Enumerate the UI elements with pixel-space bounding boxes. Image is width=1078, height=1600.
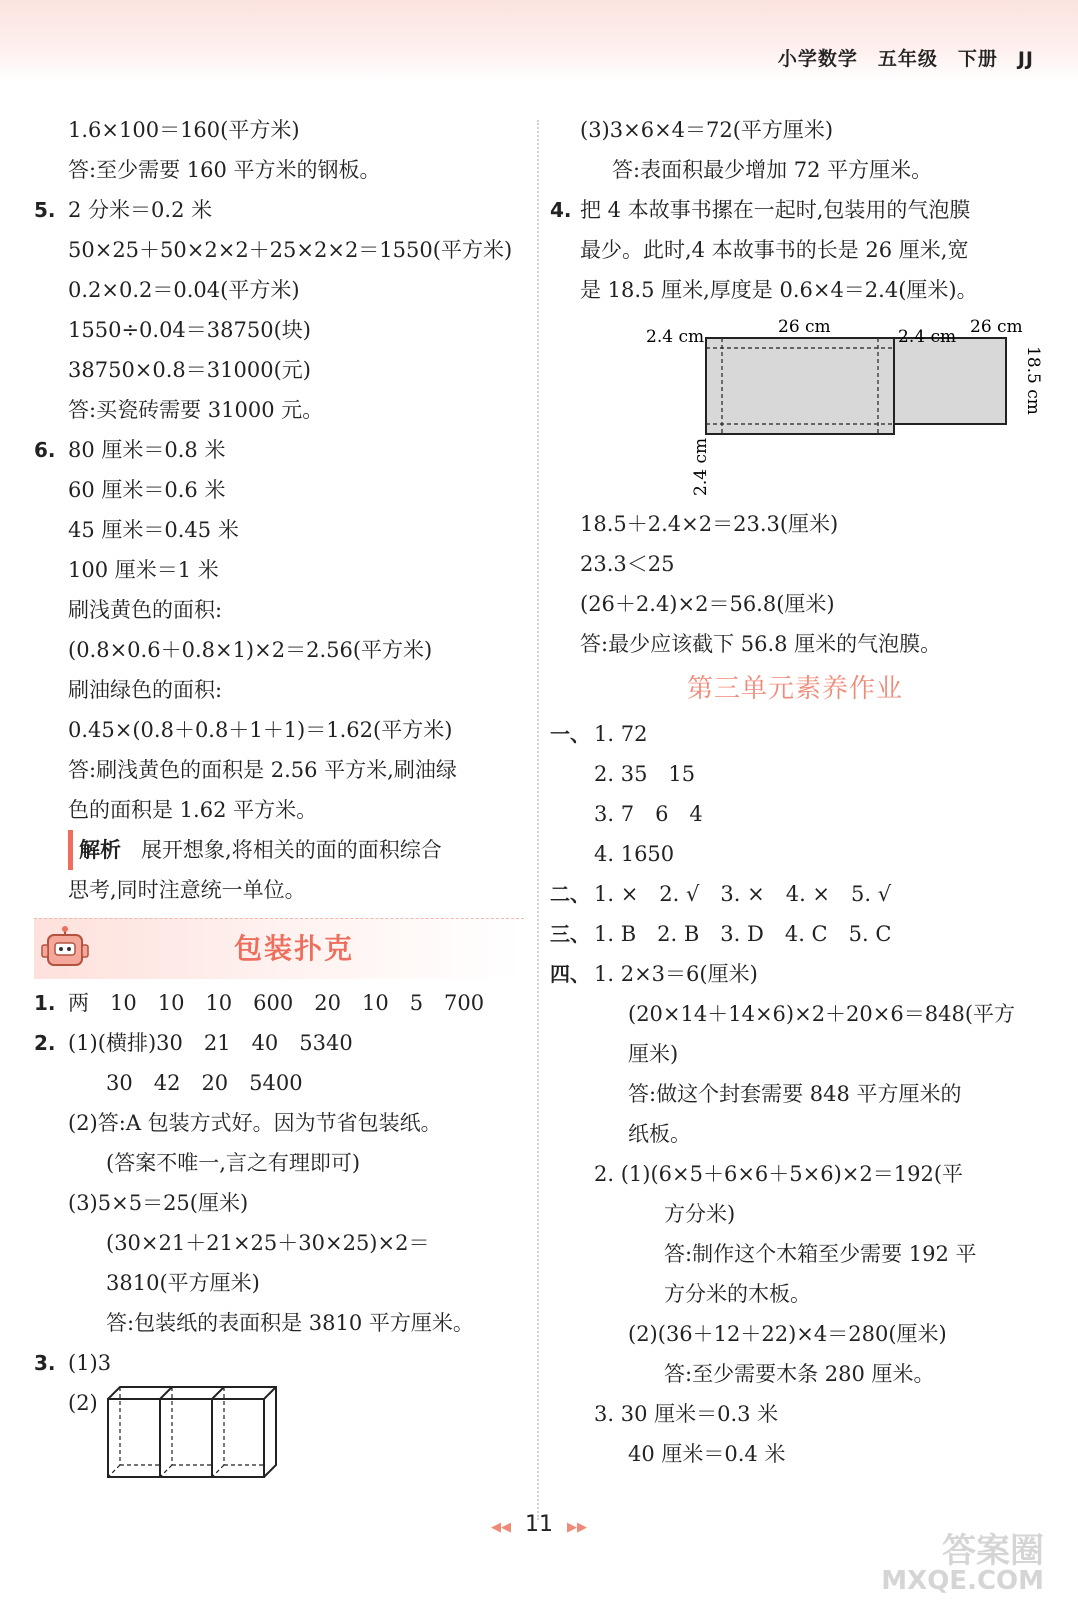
answer-line: (2)答:A 包装方式好。因为节省包装纸。 [68,1111,442,1135]
answer-line: 答:刷浅黄色的面积是 2.56 平方米,刷油绿 [68,758,457,782]
answer-text: 80 厘米＝0.8 米 [68,438,226,462]
header-subject: 小学数学 [777,48,858,70]
answer-text: 1. B 2. B 3. D 4. C 5. C [594,922,892,946]
answer-line: (30×21＋21×25＋30×25)×2＝ [106,1231,430,1255]
column-divider [537,120,539,1520]
answer-line: 18.5＋2.4×2＝23.3(厘米) [580,512,839,536]
section-marker: 二、 [550,882,590,906]
answer-line: 纸板。 [628,1122,691,1146]
watermark-line1: 答案圈 [942,1531,1044,1571]
diagram-label: 2.4 cm [646,327,705,347]
header-edition: JJ [1017,48,1034,70]
answer-line: 30 42 20 5400 [106,1071,303,1095]
answer-line: 2. 35 15 [594,762,696,786]
analysis-line: 思考,同时注意统一单位。 [68,878,306,902]
answer-line: 厘米) [628,1042,679,1066]
question-number: 4. [550,198,572,222]
page-number: 11 [525,1512,553,1537]
answer-line: 2. (1)(6×5＋6×6＋5×6)×2＝192(平 [594,1162,964,1186]
answer-text: 把 4 本故事书摞在一起时,包装用的气泡膜 [580,198,971,222]
section-marker: 一、 [550,722,590,746]
answer-text: (1)3 [68,1351,112,1375]
box-top-edge [108,1387,276,1477]
watermark-line2: MXQE.COM [881,1566,1044,1596]
answer-line: 60 厘米＝0.6 米 [68,478,226,502]
answer-line: 3810(平方厘米) [106,1271,260,1295]
page-header [758,44,1034,71]
answer-line: 0.45×(0.8＋0.8＋1＋1)＝1.62(平方米) [68,718,453,742]
answer-line: (2)(36＋12＋22)×4＝280(厘米) [628,1322,947,1346]
pack-poker-banner [34,918,524,979]
answer-line: 是 18.5 厘米,厚度是 0.6×4＝2.4(厘米)。 [580,278,978,302]
answer-line [550,954,1040,994]
answer-line [34,430,524,470]
analysis-line [34,830,524,870]
answer-line: 色的面积是 1.62 平方米。 [68,798,318,822]
answer-line: 最少。此时,4 本故事书的长是 26 厘米,宽 [580,238,969,262]
right-column [550,110,1043,1474]
answer-line: (3)5×5＝25(厘米) [68,1191,249,1215]
answer-line: 3. 7 6 4 [594,802,703,826]
answer-text: (1)(横排)30 21 40 5340 [68,1031,353,1055]
pack-poker-title: 包装扑克 [234,932,355,965]
section-marker: 三、 [550,922,590,946]
answer-line: 38750×0.8＝31000(元) [68,358,311,382]
answer-line: (20×14＋14×6)×2＋20×6＝848(平方 [628,1002,1016,1026]
analysis-label: 解析 [68,830,121,870]
answer-line: 方分米) [664,1202,736,1226]
question-number: 2. [34,1031,56,1055]
wrap-shaded-right [894,338,1006,424]
answer-line [550,190,1040,230]
header-volume: 下册 [957,48,998,70]
answer-line: 1550÷0.04＝38750(块) [68,318,311,342]
next-arrows-icon: ▶▶ [567,1520,587,1535]
answer-text: 2 分米＝0.2 米 [68,198,213,222]
answer-line [550,914,1040,954]
answer-text: (2) [68,1391,98,1415]
answer-line: (26＋2.4)×2＝56.8(厘米) [580,592,835,616]
answer-line: 45 厘米＝0.45 米 [68,518,239,542]
answer-text: 两 10 10 10 600 20 10 5 700 [68,991,485,1015]
unfolded-wrap-figure [630,310,1050,504]
answer-line: 23.3＜25 [580,552,675,576]
answer-line: 答:最少应该截下 56.8 厘米的气泡膜。 [580,632,942,656]
answer-line: 方分米的木板。 [664,1282,811,1306]
answer-line [34,1383,524,1483]
answer-line [34,190,524,230]
answer-line: 100 厘米＝1 米 [68,558,219,582]
bubble-wrap-diagram [550,310,1043,504]
answer-text: 1. × 2. √ 3. × 4. × 5. √ [594,882,892,906]
unit3-section-title: 第三单元素养作业 [686,674,903,704]
answer-line: 答:表面积最少增加 72 平方厘米。 [612,158,933,182]
answer-line: 答:买瓷砖需要 31000 元。 [68,398,324,422]
answer-line: 0.2×0.2＝0.04(平方米) [68,278,300,302]
answer-line: 50×25＋50×2×2＋25×2×2＝1550(平方米) [68,238,513,262]
answer-line: 4. 1650 [594,842,675,866]
answer-line [34,983,524,1023]
question-number: 1. [34,991,56,1015]
wrap-shaded-left [706,338,894,434]
question-number: 3. [34,1351,56,1375]
answer-line [34,1343,524,1383]
left-column [34,110,524,1483]
three-boxes-figure [104,1383,294,1483]
header-grade: 五年级 [877,48,938,70]
answer-line: (0.8×0.6＋0.8×1)×2＝2.56(平方米) [68,638,433,662]
answer-line: 答:制作这个木箱至少需要 192 平 [664,1242,977,1266]
watermark [881,1531,1044,1596]
answer-line: 1.6×100＝160(平方米) [68,118,300,142]
answer-line: 刷油绿色的面积: [68,678,223,702]
answer-line: 答:至少需要 160 平方米的钢板。 [68,158,381,182]
answer-line: 3. 30 厘米＝0.3 米 [594,1402,779,1426]
analysis-text: 展开想象,将相关的面的面积综合 [141,838,442,862]
diagram-label: 2.4 cm [691,437,711,496]
answer-line: (答案不唯一,言之有理即可) [106,1151,361,1175]
answer-line [34,1023,524,1063]
robot-mascot-icon [40,925,92,973]
section-marker: 四、 [550,962,590,986]
answer-line: 40 厘米＝0.4 米 [628,1442,786,1466]
answer-text: 1. 2×3＝6(厘米) [594,962,758,986]
prev-arrows-icon: ◀◀ [491,1520,511,1535]
question-number: 6. [34,438,56,462]
diagram-label: 26 cm [970,317,1023,337]
answer-line: 答:至少需要木条 280 厘米。 [664,1362,935,1386]
answer-text: 1. 72 [594,722,648,746]
answer-line: 答:做这个封套需要 848 平方厘米的 [628,1082,962,1106]
diagram-label: 26 cm [778,317,831,337]
diagram-label: 2.4 cm [898,327,957,347]
answer-line [550,714,1040,754]
answer-line: 答:包装纸的表面积是 3810 平方厘米。 [106,1311,474,1335]
answer-line [550,874,1040,914]
diagram-label: 18.5 cm [1023,346,1043,415]
answer-line: 刷浅黄色的面积: [68,598,223,622]
answer-line: (3)3×6×4＝72(平方厘米) [580,118,834,142]
question-number: 5. [34,198,56,222]
